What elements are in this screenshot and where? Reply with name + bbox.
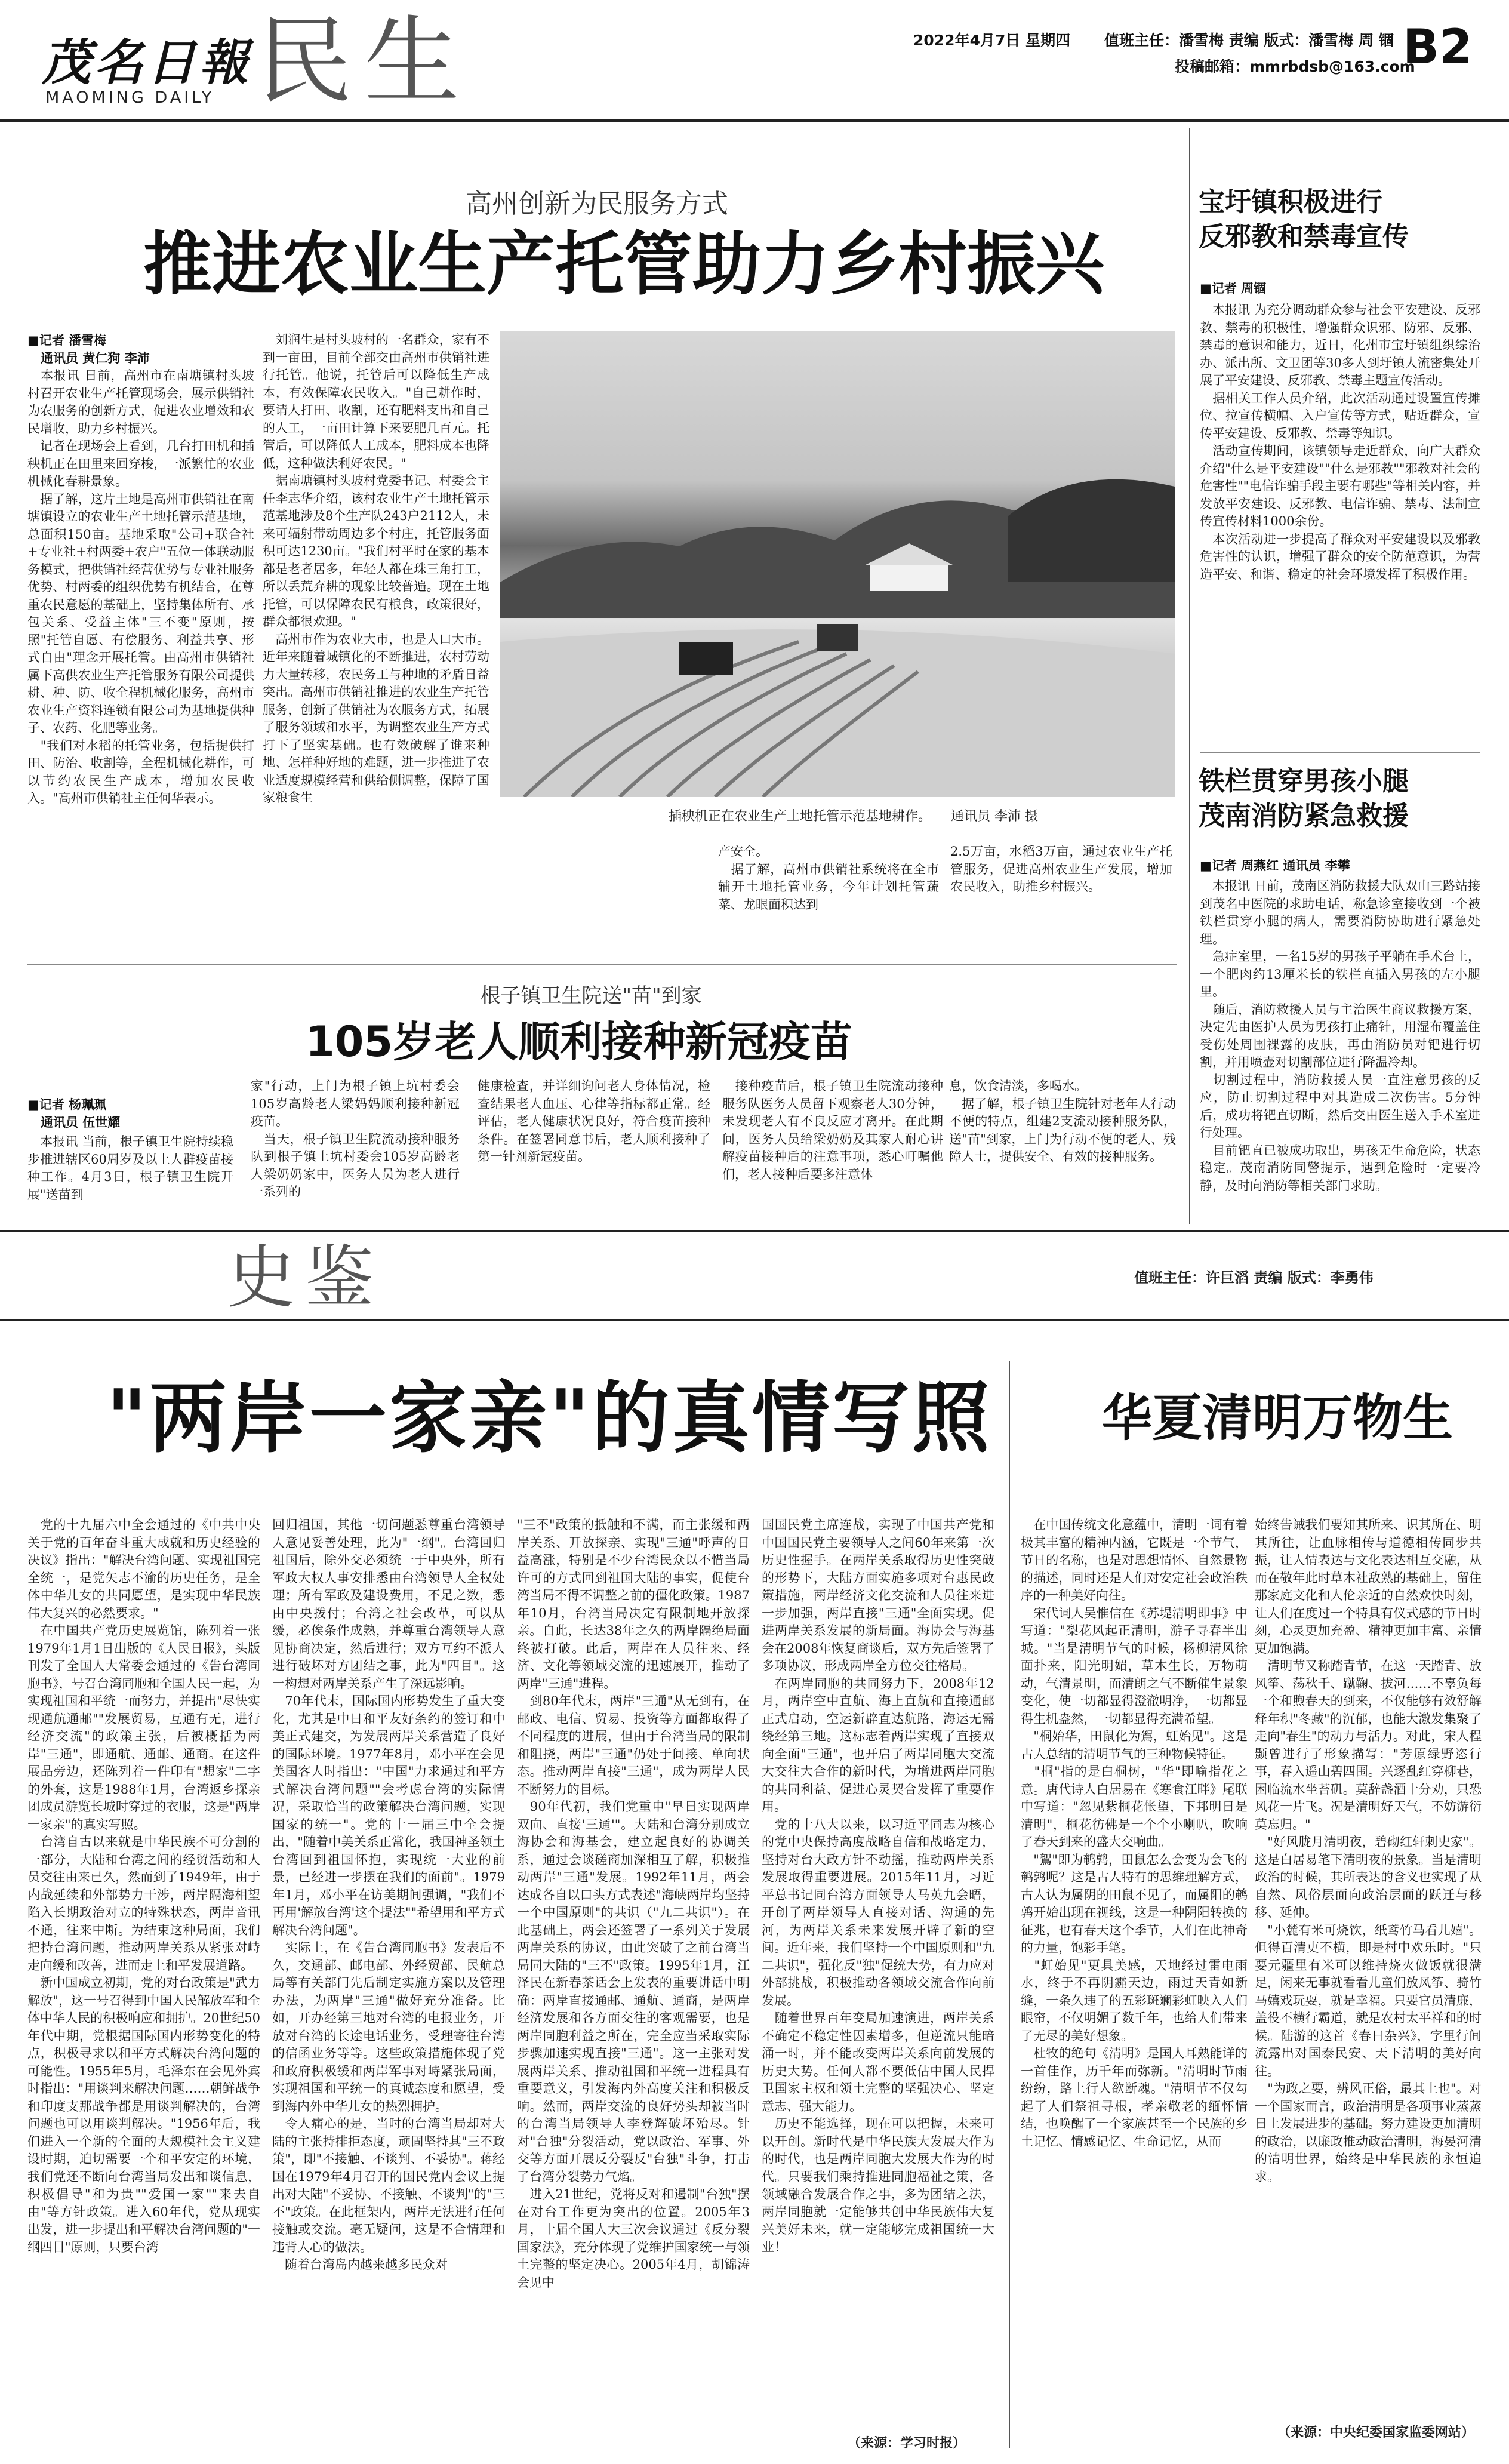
masthead-rule: [0, 119, 1509, 122]
article4-headline: 铁栏贯穿男孩小腿 茂南消防紧急救援: [1199, 766, 1409, 831]
history-article1-col3: "三不"政策的抵触和不满，而主张缓和两岸关系、开放探亲、实现"三通"呼声的日益高涨，特别是不少台湾民众以不惜当局许可的方式回到祖国大陆的事实，促使台湾当局不得不调整之前的僵化政策。1987年10月，台湾当局决定有限制地开放探亲。自此，长达38年之久的两岸隔绝局面终被打破。此后，两岸在人员往来、经济、文化等领域交流的迅速展开，推动了两岸"三通"进程。 到80年代末，两岸"三通"从无到有，在邮政、电信、贸易、投资等方面都取得了不同程度的进展，但由于台湾当局的限制和阻挠，两岸"三通"仍处于间接、单向状态。推动两岸直接"三通"，成为两岸人民不断努力的目标。 90年代初，我们党重申"早日实现两岸双向、直接'三通'"。大陆和台湾分别成立海协会和海基会，建立起良好的协调关系，通过会谈磋商加深相互了解，积极推动两岸"三通"发展。1992年11月，两会达成各自以口头方式表述"海峡两岸均坚持一个中国原则"的共识（"九二共识"）。在此基础上，两会还签署了一系列关于发展两岸关系的协议，由此突破了之前台湾当局同大陆的"三不"政策。1995年1月，江泽民在新春茶话会上发表的重要讲话中明确：两岸直接通邮、通航、通商，是两岸经济发展和各方面交往的客观需要，也是两岸同胞利益之所在，完全应当采取实际步骤加速实现直接"三通"。这一主张对发展两岸关系、推动祖国和平统一进程具有重要意义，引发海内外高度关注和积极反响。然而，两岸交流的良好势头却被当时的台湾当局领导人李登辉破坏殆尽。针对"台独"分裂活动，党以政治、军事、外交等方面开展反分裂反"台独"斗争，打击了台湾分裂势力气焰。 进入21世纪，党将反对和遏制"台独"摆在对台工作更为突出的位置。2005年3月，十届全国人大三次会议通过《反分裂国家法》，充分体现了党维护国家统一与领土完整的坚定决心。2005年4月，胡锦涛会见中: [517, 1518, 750, 2290]
history-section-title: 史鉴: [227, 1238, 384, 1318]
article2-byline-reporter: ■记者 杨珮珮: [27, 1097, 107, 1112]
newspaper-logo-en: MAOMING DAILY: [45, 88, 215, 107]
section-title: 民生: [257, 5, 472, 117]
article2-byline: [27, 1096, 224, 1131]
history-column-divider: [1009, 1361, 1010, 2448]
article1-kicker: 高州创新为民服务方式: [466, 189, 728, 219]
article3-headline: 宝圩镇积极进行 反邪教和禁毒宣传: [1199, 187, 1409, 252]
article1-photo-caption: 插秧机正在农业生产土地托管示范基地耕作。 通讯员 李沛 摄: [669, 809, 1038, 824]
history-article2-col2: 始终告诫我们要知其所来、识其所在、明其所往，让血脉相传与道德相传同步共振，让人情表达与文化表达相互交融，从而在敬年此时草木社敌熟的基础上，留住那家庭文化和人伦亲近的自然欢快时刻，让人们在度过一个特具有仪式感的节日时刻，心灵更加充盈、精神更加丰富、亲情更加饱满。 清明节又称踏青节，在这一天踏青、放风筝、荡秋千、蹴鞠、拔河……不辜负每一个和煦春天的到来，不仅能够有效舒解释年积"冬藏"的沉郁，也能大激发集聚了走向"春生"的动力与活力。对此，宋人程颢曾进行了形象描写："芳原绿野恣行事，春入遥山碧四围。兴逐乱红穿柳巷，困临流水坐苔矶。莫辞盏酒十分劝，只恐风花一片飞。况是清明好天气，不妨游衍莫忘归。" "好风胧月清明夜，碧砌红轩刺史家"。这是白居易笔下清明夜的景象。当是清明政治的时候，其所表达的含义也实现了从自然、风俗层面向政治层面的跃迁与移移、延伸。 "小麓有米可烧饮，纸鸢竹马看儿嬉"。但得百清吏不横，即是村中欢乐时。"只要元疆里有米可以维持烧火做饭就很满足，闲来无事就看看儿童们放风筝、骑竹马嬉戏玩耍，就是幸福。只要官员清廉，盖役不横行霸道，就是农村太平祥和的时候。陆游的这首《春日杂兴》，字里行间流露出对国泰民安、天下清明的美好向往。 "为政之要，辨风正俗，最其上也"。对一个国家而言，政治清明是各项事业蒸蒸日上发展进步的基础。努力建设更加清明的政治，以廉政推动政治清明，海晏河清的清明世界，始终是中华民族的永恒追求。: [1255, 1518, 1482, 2184]
article2-col1: 本报讯 当前，根子镇卫生院持续稳步推进辖区60周岁及以上人群疫苗接种工作。4月3日，根子镇卫生院开展"送苗到: [27, 1134, 233, 1202]
history-article1-col2: 回归祖国，其他一切问题悉尊重台湾领导人意见妥善处理，此为"一纲"。台湾回归祖国后，除外交必须统一于中央外，所有军政大权人事安排悉由台湾领导人全权处理；所有军政及建设费用，不足之数，悉由中央拨付；台湾之社会改革，可以从缓，必俟条件成熟，并尊重台湾领导人意见协商决定，然后进行；双方互约不派人进行破坏对方团结之事，此为"四目"。这一构想对两岸关系产生了深远影响。 70年代末，国际国内形势发生了重大变化，尤其是中日和平友好条约的签订和中美正式建交，为发展两岸关系营造了良好的国际环境。1977年8月，邓小平在会见美国客人时指出："中国"力求通过和平方式解决台湾问题""会考虑台湾的实际情况，采取恰当的政策解决台湾问题，实现国家的统一"。党的十一届三中全会提出，"随着中美关系正常化，我国神圣领土台湾回到祖国怀抱，实现统一大业的前景，已经进一步摆在我们的面前"。1979年1月，邓小平在访美期间强调，"我们不再用'解放台湾'这个提法""希望用和平方式解决台湾问题"。 实际上，在《告台湾同胞书》发表后不久，交通部、邮电部、外经贸部、民航总局等有关部门先后制定实施方案以及管理办法，为两岸"三通"做好充分准备。比如，开办经第三地对台湾的电报业务，开放对台湾的长途电话业务，受理寄往台湾的信函业务等等。这些政策措施体现了党和政府积极缓和两岸军事对峙紧张局面，实现祖国和平统一的真诚态度和愿望，受到海内外中华儿女的热烈拥护。 令人痛心的是，当时的台湾当局却对大陆的主张持排拒态度，顽固坚持其"三不政策"，即"不接触、不谈判、不妥协"。蒋经国在1979年4月召开的国民党内会议上提出对大陆"不妥协、不接触、不谈判"的"三不"政策。在此框架内，两岸无法进行任何接触或交流。毫无疑问，这是不合情理和违背人心的做法。 随着台湾岛内越来越多民众对: [272, 1518, 505, 2272]
history-title-rule: [0, 1319, 1509, 1321]
sidebar-divider: [1189, 128, 1190, 1224]
history-article2-col1: 在中国传统文化意蕴中，清明一词有着极其丰富的精神内涵，它既是一个节气，节日的名称，也是对思想情怀、自然景物的描述，同时还是人们对安定社会政治秩序的一种美好向往。 宋代词人吴惟信在《苏堤清明即事》中写道："梨花风起正清明，游子寻春半出城。"当是清明节气的时候，杨柳清风徐面扑来，阳光明媚，草木生长，万物萌动，气清景明，而清朗之气不断催生景象变化，使一切都显得澄澈明净，一切都显得生机盎然，一切都显得充满希望。 "桐始华，田鼠化为鴽，虹始见"。这是古人总结的清明节气的三种物候特征。 "桐"指的是白桐树，"华"即喻指花之意。唐代诗人白居易在《寒食江畔》尾联中写道："忽见紫桐花怅望，下邦明日是清明"，桐花彷佛是一个个小喇叭，吹响了春天到来的盛大交响曲。 "鴽"即为鹌鹑，田鼠怎么会变为会飞的鹌鹑呢？这是古人特有的思维理解方式，古人认为属阴的田鼠不见了，而属阳的鹌鹑开始出现在视线，这是一种阴阳转换的征兆，也有春天这个季节，人们在此神奇的力量，饱彩手笔。 "虹始见"更具美感，天地经过雷电雨水，终于不再阴霾天边，雨过天青如新缝，一条久违了的五彩斑斓彩虹映入人们眼帘，不仅明媚了数千年，也给人们带来了无尽的美好想象。 杜牧的绝句《清明》是国人耳熟能详的一首佳作，历千年而弥新。"清明时节雨纷纷，路上行人欲断魂。"清明节不仅勾起了人们祭祖寻根，孝亲敬老的缅怀情结，也唤醒了一个家族甚至一个民族的乡土记忆、情感记忆、生命记忆，从而: [1021, 1518, 1248, 2149]
article2-byline-correspondent: 通讯员 伍世耀: [41, 1115, 121, 1130]
article1-col3: 产安全。 据了解，高州市供销社系统将在全市辅开土地托管业务，今年计划托管蔬菜、龙眼面积达到: [718, 844, 939, 912]
article1-headline: 推进农业生产托管助力乡村振兴: [143, 224, 1104, 304]
article3-byline: ■记者 周锢: [1200, 281, 1267, 296]
history-article2-source: （来源：中央纪委国家监委网站）: [1277, 2425, 1475, 2440]
duty-editors: 值班主任：潘雪梅 责编 版式：潘雪梅 周 锢: [1104, 32, 1394, 49]
article1-byline: [27, 331, 254, 367]
paddy-field-illustration: [500, 331, 1175, 797]
article4-byline: ■记者 周燕红 通讯员 李攀: [1200, 859, 1350, 873]
history-headline1: "两岸一家亲"的真情写照: [106, 1373, 992, 1463]
article1-byline-reporter: ■记者 潘雪梅: [27, 333, 107, 347]
date-line: 2022年4月7日 星期四: [913, 32, 1071, 49]
article1-col1: 本报讯 日前，高州市在南塘镇村头坡村召开农业生产托管现场会，展示供销社为农服务的创新方式，促进农业增效和农民增收，助力乡村振兴。 记者在现场会上看到，几台打田机和插秧机正在田里来回穿梭，一派繁忙的农业机械化春耕景象。 据了解，这片土地是高州市供销社在南塘镇设立的农业生产土地托管示范基地，总面积150亩。基地采取"公司+联合社+专业社+村两委+农户"五位一体联动服务模式，把供销社经营优势与专业社服务优势、村两委的组织优势有机结合，在尊重农民意愿的基础上，坚持集体所有、承包关系、受益主体"三不变"原则，按照"托管自愿、有偿服务、利益共享、形式自由"理念开展托管。由高州市供销社属下高供农业生产托管服务有限公司提供耕、种、防、收全程机械化服务，高州市农业生产资料连锁有限公司为基地提供种子、农药、化肥等业务。 "我们对水稻的托管业务，包括提供打田、防治、收割等，全程机械化耕作，可以节约农民生产成本，增加农民收入。"高州市供销社主任何华表示。: [27, 368, 254, 805]
history-headline2: 华夏清明万物生: [1101, 1389, 1453, 1447]
article4-text: 本报讯 日前，茂南区消防救援大队双山三路站接到茂名中医院的求助电话，称急诊室接收到一个被铁栏贯穿小腿的病人，需要消防协助进行紧急处理。 急症室里，一名15岁的男孩子平躺在手术台上，一个肥肉约13厘米长的铁栏直插入男孩的左小腿里。 随后，消防救援人员与主治医生商议救援方案，决定先由医护人员为男孩打止痛针，用湿布覆盖住受伤处周围裸露的皮肤，再由消防员对钯进行切割，并用喷壶对切割部位进行降温冷却。 切割过程中，消防救援人员一直注意男孩的反应，防止切割过程中对其造成二次伤害。5分钟后，成功将钯直切断，然后交由医生送入手术室进行处理。 目前钯直已被成功取出，男孩无生命危险，状态稳定。茂南消防同警提示，遇到危险时一定要冷静，及时向消防等相关部门求助。: [1200, 879, 1480, 1193]
submission-email: 投稿邮箱：mmrbdsb@163.com: [1175, 58, 1415, 75]
article2-headline: 105岁老人顺利接种新冠疫苗: [305, 1017, 853, 1066]
history-article1-col1: 党的十九届六中全会通过的《中共中央关于党的百年奋斗重大成就和历史经验的决议》指出："解决台湾问题、实现祖国完全统一，是党矢志不渝的历史任务，是全体中华儿女的共同愿望，是实现中华民族伟大复兴的必然要求。" 在中国共产党历史展览馆，陈列着一张1979年1月1日出版的《人民日报》，头版刊发了全国人大常委会通过的《告台湾同胞书》，号召台湾同胞和全国人民一起，为实现祖国和平统一而努力，并提出"尽快实现通航通邮""发展贸易，互通有无，进行经济交流"的政策主张，后被概括为两岸"三通"，即通航、通邮、通商。在这件展品旁边，还陈列着一件印有"想家"二字的外套，这是1988年1月，台湾返乡探亲团成员游览长城时穿过的衣服，这是"两岸一家亲"的真实写照。 台湾自古以来就是中华民族不可分割的一部分，大陆和台湾之间的经贸活动和人员交往由来已久，然而到了1949年，由于内战延续和外部势力干涉，两岸隔海相望陷入长期政治对立的特殊状态，两岸音讯不通，往来中断。为结束这种局面，我们把持台湾问题，推动两岸关系从紧张对峙走向缓和改善，进而走上和平发展道路。 新中国成立初期，党的对台政策是"武力解放"，这一号召得到中国人民解放军和全体中华人民的积极响应和拥护。20世纪50年代中期，党根据国际国内形势变化的特点，积极寻求以和平方式解决台湾问题的可能性。1955年5月，毛泽东在会见外宾时指出："用谈判来解决问题……朝鲜战争和印度支那战争都是用谈判解决的，台湾问题也可以用谈判解决。"1956年后，我们进入一个新的全面的大规模社会主义建设时期，迫切需要一个和平安定的环境，我们党还不断向台湾当局发出和谈信息，积极倡导"和为贵""爱国一家""来去自由"等方针政策。进入60年代，党从现实出发，进一步提出和平解决台湾问题的"一纲四目"原则，只要台湾: [27, 1518, 260, 2254]
page-number: B2: [1403, 19, 1473, 75]
article2-col3: 健康检查，并详细询问老人身体情况，检查结果老人血压、心律等指标都正常。经评估，老人健康状况良好，符合疫苗接种条件。在签署同意书后，老人顺利接种了第一针剂新冠疫苗。: [478, 1079, 710, 1164]
article3-text: 本报讯 为充分调动群众参与社会平安建设、反邪教、禁毒的积极性，增强群众识邪、防邪、反邪、禁毒的意识和能力，近日，化州市宝圩镇组织综治办、派出所、文卫团等30多人到圩镇人流密集处开展了平安建设、反邪教、禁毒主题宣传活动。 据相关工作人员介绍，此次活动通过设置宣传摊位、拉宣传横幅、入户宣传等方式，贴近群众，宣传平安建设、反邪教、禁毒等知识。 活动宣传期间，该镇领导走近群众，向广大群众介绍"什么是平安建设""什么是邪教""邪教对社会的危害性""电信诈骗手段主要有哪些"等相关内容，并发放平安建设、反邪教、电信诈骗、禁毒、法制宣传宣传材料1000余份。 本次活动进一步提高了群众对平安建设以及邪教危害性的认识，增强了群众的安全防范意识，为营造平安、和谐、稳定的社会环境发挥了积极作用。: [1200, 303, 1480, 582]
history-article1-source: （来源：学习时报）: [848, 2436, 966, 2451]
article-separator: [27, 964, 1177, 965]
section-break-rule: [0, 1230, 1509, 1232]
article2-kicker: 根子镇卫生院送"苗"到家: [480, 984, 702, 1008]
article1-byline-correspondent: 通讯员 黄仁狗 李沛: [41, 351, 150, 365]
article2-col5: 息，饮食清淡，多喝水。 据了解，根子镇卫生院针对老年人行动不便的特点，组建2支流动接种服务队，送"苗"到家，上门为行动不便的老人、残障人士，提供安全、有效的接种服务。: [949, 1079, 1176, 1164]
history-article1-col4: 国国民党主席连战，实现了中国共产党和中国国民党主要领导人之间60年来第一次历史性握手。在两岸关系取得历史性突破的形势下，大陆方面实施多项对台惠民政策措施，两岸经济文化交流和人员往来进一步加强，两岸直接"三通"全面实现。促进两岸关系发展的新局面。海协会与海基会在2008年恢复商谈后，双方先后签署了多项协议，形成两岸全方位交往格局。 在两岸同胞的共同努力下，2008年12月，两岸空中直航、海上直航和直接通邮正式启动，空运新辟直达航路，海运无需绕经第三地。这标志着两岸实现了直接双向全面"三通"，也开启了两岸同胞大交流大交往大合作的新时代，为增进两岸同胞的共同利益、促进心灵契合发挥了重要作用。 党的十八大以来，以习近平同志为核心的党中央保持高度战略自信和战略定力，坚持对台大政方针不动摇，推动两岸关系发展取得重要进展。2015年11月，习近平总书记同台湾方面领导人马英九会晤，开创了两岸领导人直接对话、沟通的先河，为两岸关系未来发展开辟了新的空间。近年来，我们坚持一个中国原则和"九二共识"，强化反"独"促统大势，有力应对外部挑战，积极推动各领域交流合作向前发展。 随着世界百年变局加速演进，两岸关系不确定不稳定性因素增多，但逆流只能暗涌一时，并不能改变两岸关系向前发展的历史大势。任何人都不要低估中国人民捍卫国家主权和领土完整的坚强决心、坚定意志、强大能力。 历史不能选择，现在可以把握，未来可以开创。新时代是中华民族大发展大作为的时代，也是两岸同胞大发展大作为的时代。只要我们乘持推进同胞福祉之策，各领域融合发展合作之事，多为团结之法，两岸同胞就一定能够共创中华民族伟大复兴美好未来，就一定能够完成祖国统一大业！: [762, 1518, 994, 2254]
masthead: [0, 0, 1509, 122]
article1-photo: [500, 331, 1175, 797]
article1-col2: 刘润生是村头坡村的一名群众，家有不到一亩田，目前全部交由高州市供销社进行托管。他说，托管后可以降低生产成本，有效保障农民收入。"自己耕作时，要请人打田、收割，还有肥料支出和自己的人工，一亩田计算下来要肥几百元。托管后，可以降低人工成本，肥料成本也降低，这种做法利好农民。" 据南塘镇村头坡村党委书记、村委会主任李志华介绍，该村农业生产土地托管示范基地涉及8个生产队243户2112人，未来可辐射带动周边多个村庄，托管服务面积可达1230亩。"我们村平时在家的基本都是老者居多，年轻人都在珠三角打工，所以丢荒弃耕的现象比较普遍。现在土地托管，可以保障农民有粮食，政策很好，群众都很欢迎。" 高州市作为农业大市，也是人口大市。近年来随着城镇化的不断推进，农村劳动力大量转移，农民务工与种地的矛盾日益突出。高州市供销社推进的农业生产托管服务，创新了供销社为农服务方式，拓展了服务领域和水平，为调整农业生产方式打下了坚实基础。也有效破解了谁来种地、怎样种好地的难题，进一步推进了农业适度规模经营和供给侧调整，保障了国家粮食生: [263, 333, 489, 805]
article1-col4: 2.5万亩，水稻3万亩，通过农业生产托管服务，促进高州农业生产发展，增加农民收入，助推乡村振兴。: [950, 844, 1172, 894]
article2-col2: 家"行动，上门为根子镇上坑村委会105岁高龄老人梁妈妈顺利接种新冠疫苗。 当天，根子镇卫生院流动接种服务队到根子镇上坑村委会105岁高龄老人梁奶奶家中，医务人员为老人进行一系列的: [251, 1079, 460, 1199]
history-duty-editors: 值班主任：许巨滔 责编 版式：李勇伟: [1134, 1269, 1374, 1286]
sidebar-separator: [1200, 752, 1480, 753]
article2-col4: 接种疫苗后，根子镇卫生院流动接种服务队医务人员留下观察老人30分钟，未发现老人有不良反应才离开。在此期间，医务人员给梁奶奶及其家人耐心讲解疫苗接种后的注意事项，悉心叮嘱他们，老人接种后要多注意休: [722, 1079, 943, 1182]
newspaper-logo: 茂名日報: [42, 34, 252, 91]
